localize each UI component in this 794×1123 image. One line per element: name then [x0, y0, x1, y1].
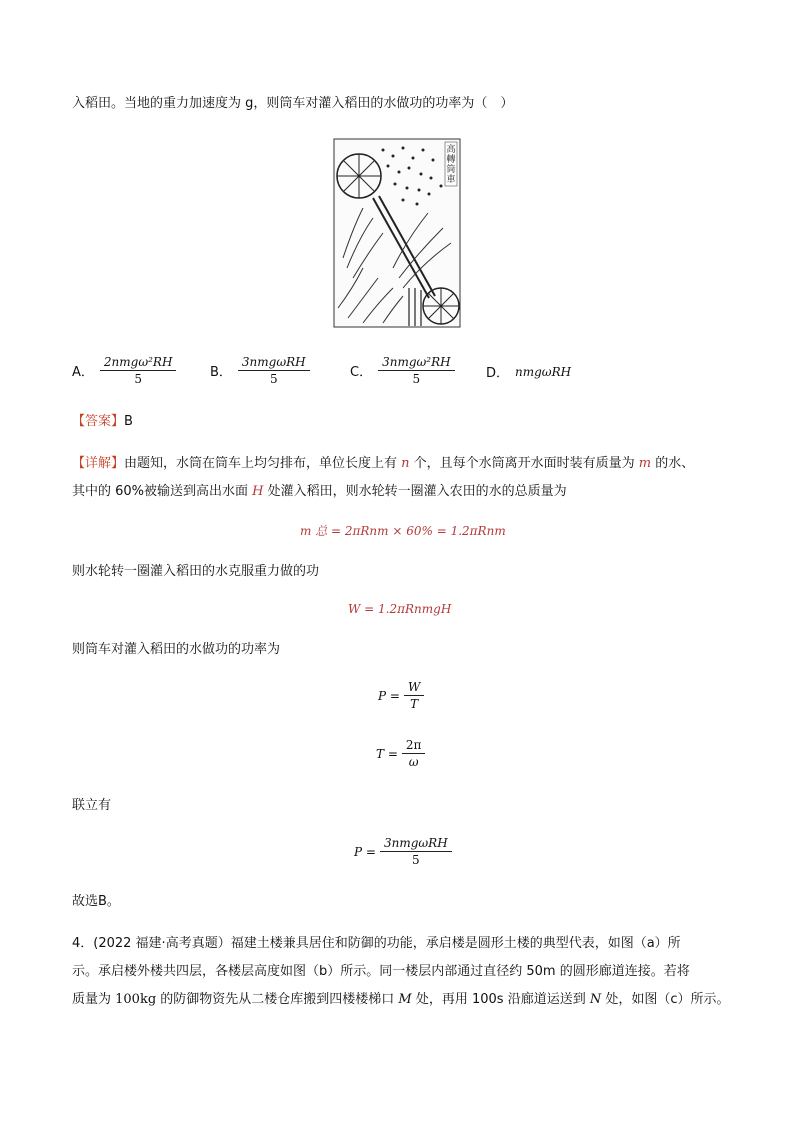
equation-total-mass: m 总 = 2πRnm × 60% = 1.2πRnm [300, 524, 506, 538]
detail-tag: 【详解】 [72, 456, 125, 471]
option-a[interactable]: A． $\frac{\text{2nmgω²RH}}{5}$ [72, 355, 176, 386]
option-c-numerator: 3nmgω²RH [378, 355, 455, 371]
option-a-numerator: 2nmgω²RH [100, 355, 177, 371]
conclusion-text: 故选B。 [72, 894, 120, 909]
figure-caption: 高轉筒車 [446, 145, 456, 185]
q4-line-1: 4．(2022 福建·高考真题）福建土楼兼具居住和防御的功能，承启楼是圆形土楼的典型代表，如图（a）所 [72, 936, 681, 951]
option-b[interactable]: B． $\frac{\text{3nmgωRH}}{5}$ [210, 355, 310, 386]
question-tail-text: 入稻田。当地的重力加速度为 g，则筒车对灌入稻田的水做功的功率为（ ） [72, 96, 514, 111]
option-c-denominator: 5 [412, 372, 421, 386]
q4-line-3: 质量为 100kg 的防御物资先从二楼仓库搬到四楼楼梯口 M 处，再用 100s 沿廊道运送到 N 处，如图（c）所示。 [72, 992, 730, 1007]
equation-power-def: P = $\frac{W}{T}$ [378, 680, 424, 711]
option-b-numerator: 3nmgωRH [238, 355, 310, 371]
answer-tag: 【答案】 [72, 414, 125, 429]
detail-line-1: 【详解】由题知，水筒在筒车上均匀排布，单位长度上有 n 个，且每个水筒离开水面时装有质量为 m 的水、 [72, 456, 695, 471]
option-d[interactable]: D． nmgωRH [486, 364, 572, 381]
q4-line-2: 示。承启楼外楼共四层，各楼层高度如图（b）所示。同一楼层内部通过直径约 50m 的圆形廊道连接。若将 [72, 964, 690, 979]
detail-line-3: 则水轮转一圈灌入稻田的水克服重力做的功 [72, 564, 320, 579]
answer-value: B [124, 414, 133, 429]
option-d-expr: nmgωRH [515, 364, 572, 379]
detail-line-4: 则筒车对灌入稻田的水做功的功率为 [72, 642, 281, 657]
answer-line [72, 412, 133, 432]
equation-power-result: P = $\frac{\text{3nmgωRH}}{5}$ [354, 836, 452, 867]
detail-line-2: 其中的 60%被输送到高出水面 H 处灌入稻田，则水轮转一圈灌入农田的水的总质量为 [72, 484, 567, 499]
equation-period: T = $\frac{2\pi}{\omega}$ [376, 738, 425, 769]
detail-line-5: 联立有 [72, 798, 112, 813]
option-c[interactable]: C． $\frac{\text{3nmgω²RH}}{5}$ [350, 355, 455, 386]
option-b-denominator: 5 [269, 372, 278, 386]
waterwheel-illustration [333, 138, 461, 328]
equation-work: W = 1.2πRnmgH [348, 602, 452, 616]
option-a-denominator: 5 [134, 372, 142, 386]
